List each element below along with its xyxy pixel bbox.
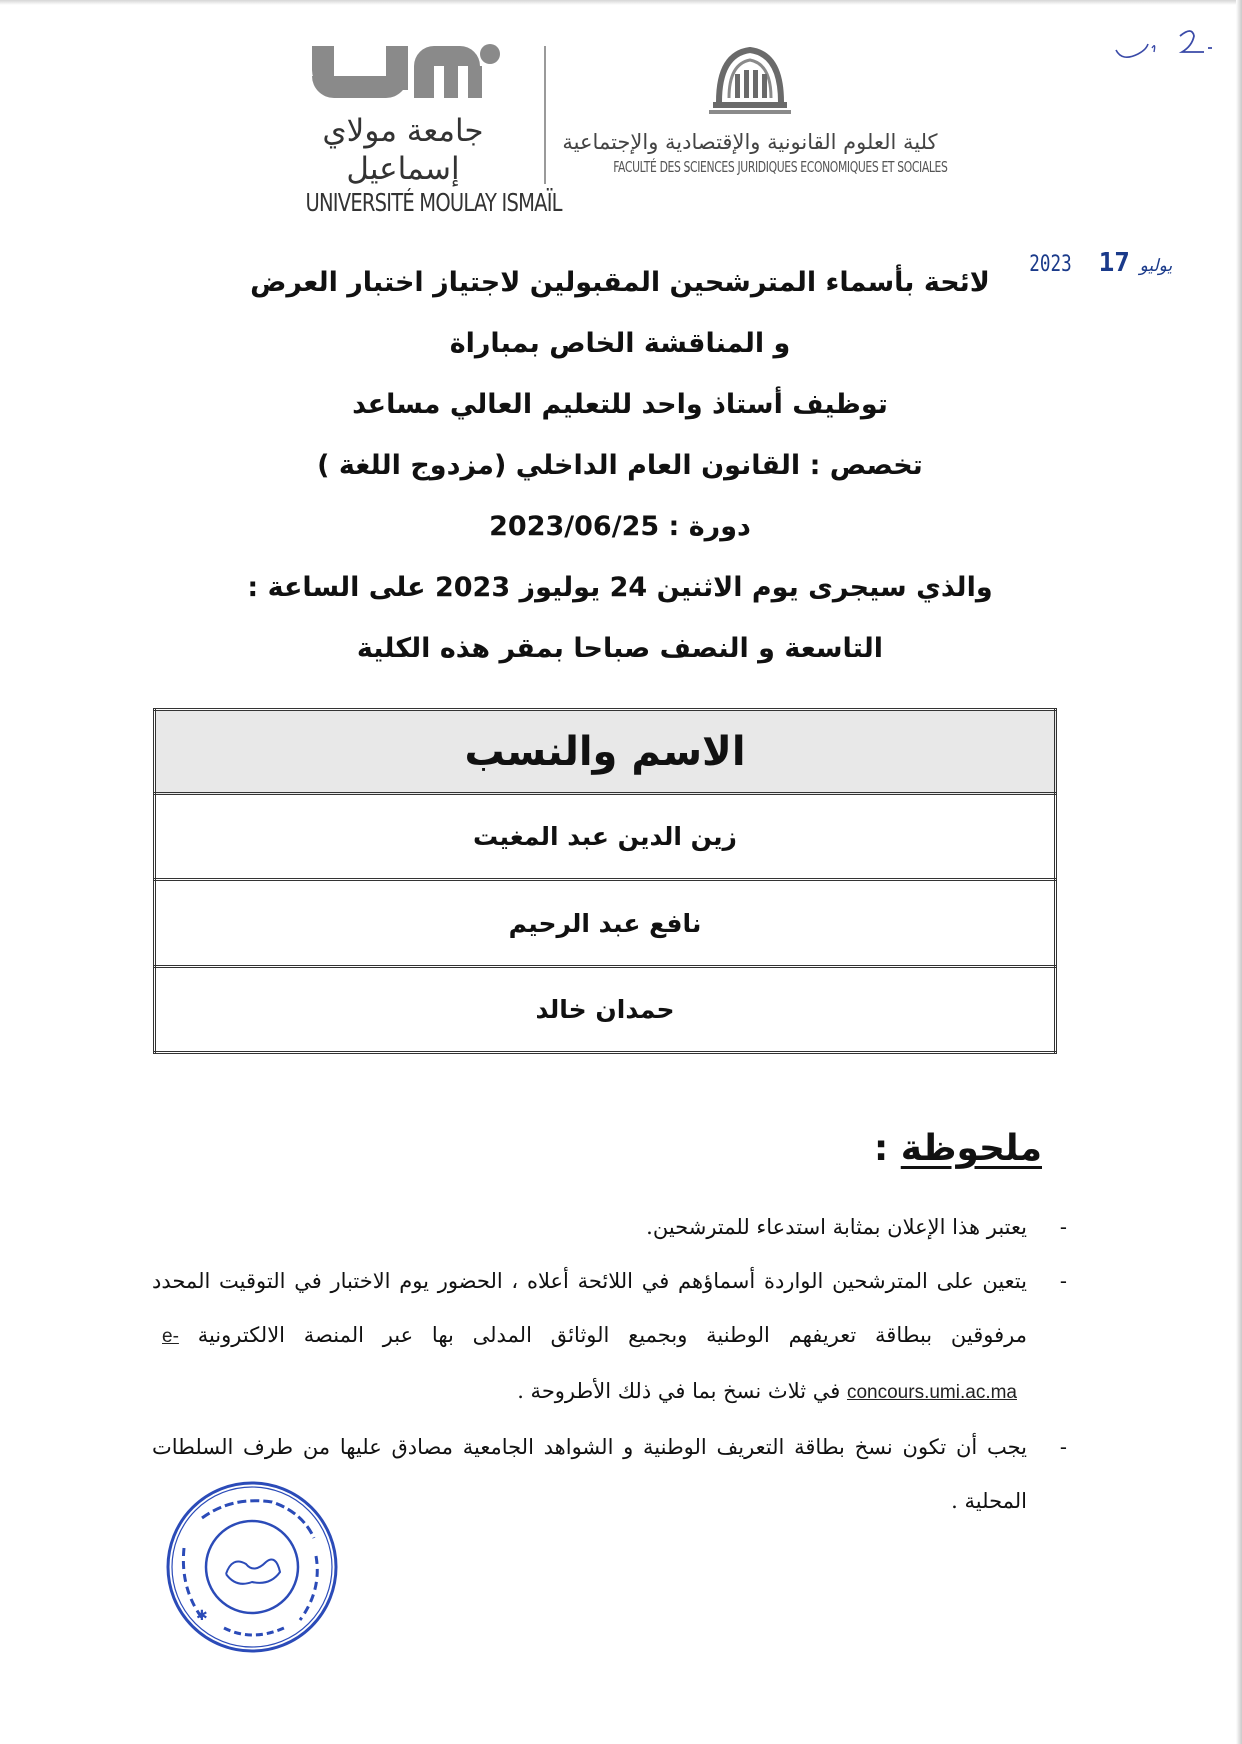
- notes-heading: [874, 1128, 1042, 1169]
- university-name-ar: جامعة مولاي إسماعيل: [322, 113, 484, 187]
- note-item: [152, 1200, 1067, 1254]
- table-row: [155, 794, 1056, 880]
- title-line: توظيف أستاذ واحد للتعليم العالي مساعد: [352, 389, 888, 420]
- note-text: في ثلاث نسخ بما في ذلك الأطروحة .: [517, 1379, 841, 1403]
- note-text: يعتبر هذا الإعلان بمثابة استدعاء للمترشحين.: [646, 1215, 1027, 1239]
- note-item: [152, 1254, 1067, 1420]
- notes-heading-colon: :: [873, 1128, 901, 1169]
- table-cell-name: زين الدين عبد المغيت: [155, 794, 1056, 880]
- table-row: [155, 966, 1056, 1052]
- page-edge-top: [0, 0, 1242, 5]
- svg-text:✱: ✱: [196, 1608, 208, 1624]
- list-bullet: -: [1059, 1435, 1067, 1459]
- title-line: دورة : 2023/06/25: [489, 511, 751, 542]
- faculty-name-fr: FACULTÉ DES SCIENCES JURIDIQUES ECONOMIQUES ET SOCIALES: [613, 158, 948, 176]
- title-line: التاسعة و النصف صباحا بمقر هذه الكلية: [356, 633, 884, 664]
- e-concours-link[interactable]: e-concours.umi.ac.ma: [162, 1326, 1017, 1403]
- official-seal: [162, 1478, 342, 1656]
- faculty-name-ar: كلية العلوم القانونية والإقتصادية والإجتماعية: [562, 130, 938, 154]
- faculty-logo: [560, 40, 948, 190]
- table-header-name: الاسم والنسب: [155, 710, 1056, 794]
- title-line: لائحة بأسماء المترشحين المقبولين لاجتياز اختبار العرض: [250, 267, 990, 298]
- university-logo: [278, 40, 562, 217]
- candidates-table: [153, 708, 1057, 1054]
- date-stamp-month: يوليو: [1139, 256, 1173, 276]
- title-line: و المناقشة الخاص بمباراة: [449, 328, 791, 359]
- date-stamp-day: 17: [1098, 248, 1130, 278]
- notes-heading-text: ملحوظة: [900, 1128, 1042, 1169]
- university-name-fr: UNIVERSITÉ MOULAY ISMAÏL: [305, 188, 562, 217]
- title-line: تخصص : القانون العام الداخلي (مزدوج اللغة ): [317, 450, 923, 481]
- list-bullet: -: [1059, 1215, 1067, 1239]
- document-title: [180, 252, 1060, 679]
- note-text: يجب أن تكون نسخ بطاقة التعريف الوطنية و الشواهد الجامعية مصادق عليها من طرف السلطات المحلية .: [152, 1435, 1027, 1513]
- logo-divider: [544, 46, 546, 184]
- handwritten-initials: [1108, 18, 1228, 68]
- table-cell-name: نافع عبد الرحيم: [155, 880, 1056, 966]
- table-cell-name: حمدان خالد: [155, 966, 1056, 1052]
- table-header-row: [155, 710, 1056, 794]
- faculty-building-icon: [705, 40, 795, 120]
- note-text: يتعين على المترشحين الواردة أسماؤهم في اللائحة أعلاه ، الحضور يوم الاختبار في التوقيت المحدد مرفوقين ببطاقة تعريفهم الوطنية وبجميع الوثائق المدلى بها عبر المنصة الالكترونية: [152, 1269, 1027, 1347]
- umi-logo-mark: [298, 40, 508, 108]
- list-bullet: -: [1059, 1269, 1067, 1293]
- table-row: [155, 880, 1056, 966]
- page-edge-right: [1236, 0, 1242, 1744]
- date-stamp-year: 2023: [1029, 252, 1072, 277]
- title-line: والذي سيجرى يوم الاثنين 24 يوليوز 2023 على الساعة :: [247, 572, 993, 603]
